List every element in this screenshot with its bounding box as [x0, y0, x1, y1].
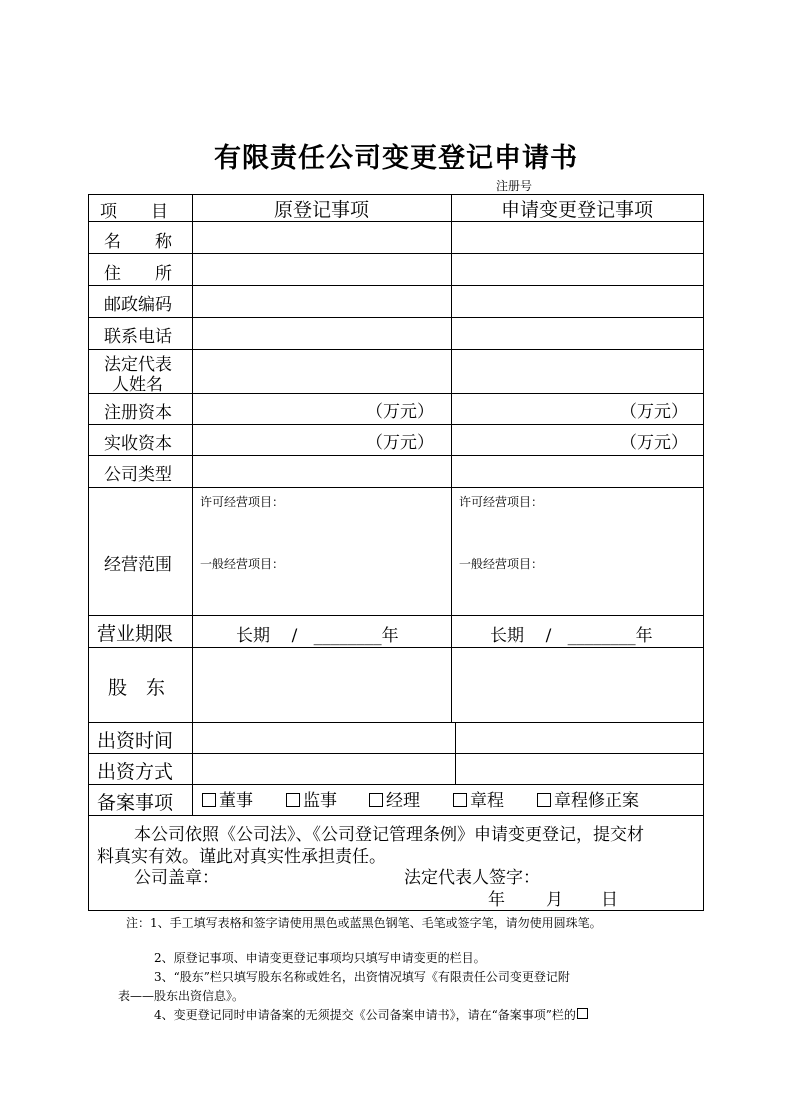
- filing-option-manager[interactable]: 经理: [369, 786, 420, 811]
- row-label-address: 住 所: [104, 264, 172, 284]
- term-original-year: 年: [381, 626, 399, 646]
- scope-change-general: 一般经营项目：: [459, 557, 544, 571]
- term-original-slash: /: [291, 626, 298, 646]
- row-label-filing-items: 备案事项: [97, 792, 174, 814]
- checkbox-icon: [577, 1008, 588, 1019]
- note-2: 2、原登记事项、申请变更登记事项均只填写申请变更的栏目。: [154, 951, 486, 965]
- scope-original-general: 一般经营项目：: [200, 557, 285, 571]
- row-label-paid-capital: 实收资本: [104, 434, 172, 454]
- filing-option-supervisors[interactable]: 监事: [286, 786, 337, 811]
- registration-number-label: 注册号: [496, 179, 533, 193]
- term-change-year: 年: [635, 626, 653, 646]
- row-label-phone: 联系电话: [104, 327, 172, 347]
- registered-capital-change-unit: （万元）: [620, 402, 688, 422]
- declaration-line-2: 料真实有效。谨此对真实性承担责任。: [97, 847, 386, 867]
- scope-change-licensed: 许可经营项目：: [459, 495, 544, 509]
- row-label-legal-rep-1: 法定代表: [104, 355, 172, 375]
- scope-original-licensed: 许可经营项目：: [200, 495, 285, 509]
- date-day: 日: [601, 890, 618, 910]
- term-change-slash: /: [545, 626, 552, 646]
- checkbox-icon: [369, 793, 383, 807]
- checkbox-icon: [537, 793, 551, 807]
- date-year: 年: [488, 890, 505, 910]
- term-original: [236, 621, 399, 646]
- term-change-blank: ________: [567, 626, 636, 646]
- row-label-legal-rep-2: 人姓名: [112, 375, 163, 395]
- paid-capital-original-unit: （万元）: [366, 433, 434, 453]
- row-label-registered-capital: 注册资本: [104, 403, 172, 423]
- header-change: 申请变更登记事项: [500, 199, 653, 221]
- filing-option-articles-amendment[interactable]: 章程修正案: [537, 786, 639, 811]
- row-label-company-type: 公司类型: [104, 465, 172, 485]
- registered-capital-original-unit: （万元）: [366, 402, 434, 422]
- note-4: 4、变更登记同时申请备案的无须提交《公司备案申请书》，请在“备案事项”栏的: [154, 1006, 588, 1023]
- legal-rep-signature-label: 法定代表人签字：: [404, 868, 540, 888]
- note-3a: 3、“股东”栏只填写股东名称或姓名，出资情况填写《有限责任公司变更登记附: [154, 970, 570, 984]
- term-change-long: 长期: [490, 626, 524, 646]
- page-title: 有限责任公司变更登记申请书: [214, 143, 578, 174]
- checkbox-icon: [202, 793, 216, 807]
- note-1: 注：1、手工填写表格和签字请使用黑色或蓝黑色钢笔、毛笔或签字笔，请勿使用圆珠笔。: [126, 916, 602, 930]
- filing-option-directors[interactable]: 董事: [202, 786, 253, 811]
- paid-capital-change-unit: （万元）: [620, 433, 688, 453]
- header-item: 项 目: [100, 202, 168, 222]
- row-label-contribution-time: 出资时间: [97, 730, 174, 752]
- checkbox-icon: [286, 793, 300, 807]
- row-label-shareholders: 股 东: [108, 677, 166, 699]
- row-label-business-term: 营业期限: [97, 623, 174, 645]
- term-original-long: 长期: [236, 626, 270, 646]
- header-original: 原登记事项: [273, 199, 369, 221]
- filing-option-articles[interactable]: 章程: [453, 786, 504, 811]
- term-original-blank: ________: [313, 626, 382, 646]
- checkbox-icon: [453, 793, 467, 807]
- term-change: [490, 621, 653, 646]
- date-month: 月: [546, 890, 563, 910]
- row-label-contribution-method: 出资方式: [97, 761, 174, 783]
- row-label-name: 名 称: [104, 232, 172, 252]
- row-label-business-scope: 经营范围: [104, 555, 172, 575]
- company-seal-label: 公司盖章：: [134, 868, 219, 888]
- row-label-postcode: 邮政编码: [104, 295, 172, 315]
- note-3b: 表——股东出资信息》。: [118, 989, 245, 1003]
- declaration-line-1: 本公司依照《公司法》、《公司登记管理条例》申请变更登记，提交材: [134, 825, 644, 845]
